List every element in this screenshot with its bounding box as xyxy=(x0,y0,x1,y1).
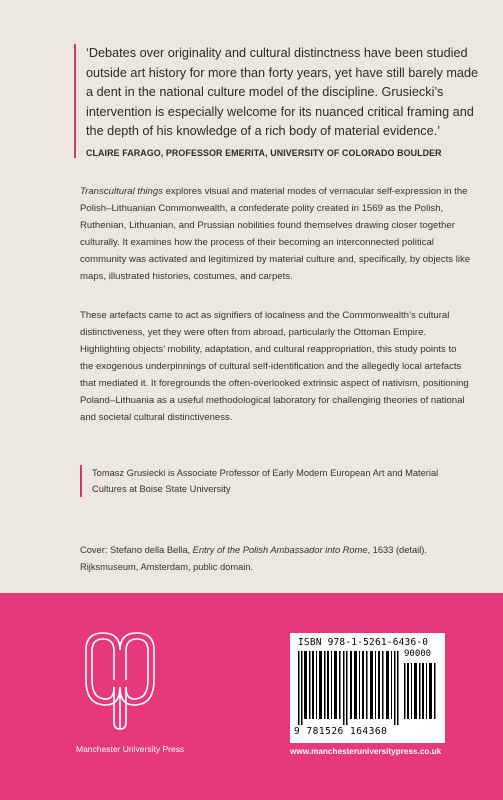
publisher-name: Manchester University Press xyxy=(76,744,185,754)
cover-credit-prefix: Cover: Stefano della Bella, xyxy=(80,545,193,555)
publisher-website: www.manchesteruniversitypress.co.uk xyxy=(290,747,442,756)
quote-attribution: CLAIRE FARAGO, PROFESSOR EMERITA, UNIVERSITY OF COLORADO BOULDER xyxy=(86,147,442,158)
cover-credit xyxy=(80,542,480,576)
cover-artwork-title: Entry of the Polish Ambassador into Rome xyxy=(192,545,368,555)
book-title: Transcultural things xyxy=(80,186,164,197)
barcode-bars xyxy=(298,651,402,725)
isbn-label: ISBN 978-1-5261-6436-0 xyxy=(298,637,429,648)
quote-text: ‘Debates over originality and cultural distinctness have been studied outside art history for more than forty years, yet have still barely made a dent in the national culture model of the discipline. Grusiecki’s intervention is especially welcome for its nuanced critical framing and the depth of his knowledge of a rich body of material evidence.’ xyxy=(86,46,479,138)
description-paragraph-2: These artefacts came to act as signifiers of localness and the Commonwealth’s cultural distinctiveness, yet they were often from abroad, particularly the Ottoman Empire. Highlighting objects’ mobility, adaptation, and cultural reappropriation, this study points to the exogenous underpinnings of cultural self-identification and the allegedly local artefacts that mediated it. It foregrounds the often-overlooked extrinsic aspect of nativism, positioning Poland–Lithuania as a useful methodological laboratory for challenging theories of national and societal cultural distinctiveness. xyxy=(80,310,469,423)
endorsement-quote xyxy=(74,44,486,158)
barcode xyxy=(290,633,445,743)
price-code: 90000 xyxy=(404,649,432,659)
description-text-1: explores visual and material modes of vernacular self-expression in the Polish–Lithuanian Commonwealth, a confederate polity created in 1569 as the Polish, Ruthenian, Lithuanian, and Prussian nobilities found themselves drawing closer together culturally. It examines how the process of their becoming an interconnected political community was activated and legitimized by material culture and, specifically, by objects like maps, illustrated histories, costumes, and carpets. xyxy=(80,186,471,282)
ean-digits: 9 781526 164360 xyxy=(294,726,388,737)
price-barcode-bars xyxy=(404,663,438,719)
author-bio: Tomasz Grusiecki is Associate Professor of Early Modern European Art and Material Cultures at Boise State University xyxy=(80,465,472,497)
mup-logo-icon xyxy=(76,625,166,735)
description-paragraph-1 xyxy=(80,183,472,285)
cover-credit-suffix: , 1633 (detail). Rijksmuseum, Amsterdam, public domain. xyxy=(80,545,427,572)
